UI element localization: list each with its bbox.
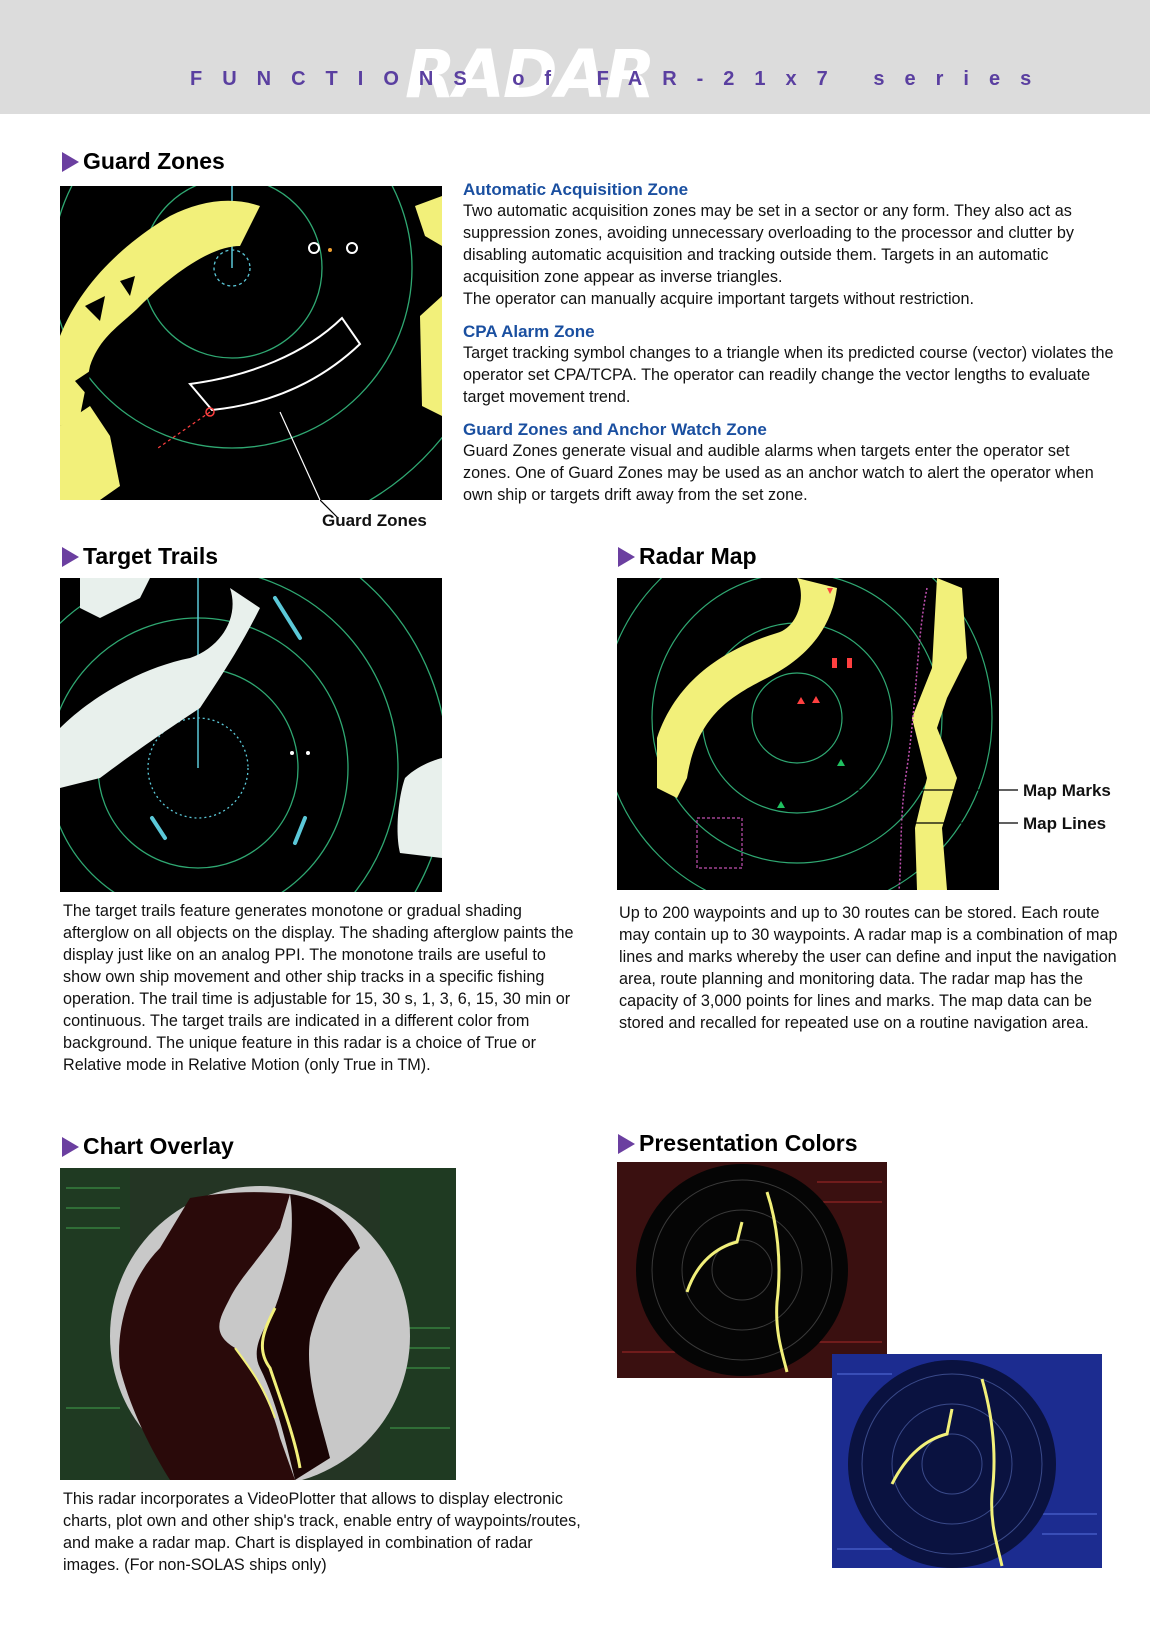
map-lines-callout: Map Lines	[1023, 814, 1107, 833]
target-trails-title: Target Trails	[62, 543, 218, 570]
page-title: FUNCTIONS of FAR-21x7 series	[190, 68, 1052, 90]
radar-map-image	[617, 578, 999, 890]
chart-overlay-image	[60, 1168, 456, 1480]
chart-overlay-text: This radar incorporates a VideoPlotter that allows to display electronic charts, plot own and other ship's track, enable entry of waypoints/routes, and make a radar map. Chart is displayed in combination of radar images. (For non-SOLAS ships only)	[63, 1490, 581, 1574]
auto-acquisition-text: Two automatic acquisition zones may be set in a sector or any form. They also act as suppression zones, avoiding unnecessary overloading to the processor and clutter by disabling automatic acquisition and tracking outside them. Targets in an automatic acquisition zone appear as inverse triangles. The operator can manually acquire important targets without restriction.	[463, 202, 1074, 308]
anchor-watch-text: Guard Zones generate visual and audible alarms when targets enter the operator set zones. One of Guard Zones may be used as an anchor watch to alert the operator when own ship or targets drift away from the set zone.	[463, 442, 1094, 504]
triangle-bullet-icon	[62, 1137, 79, 1157]
triangle-bullet-icon	[62, 547, 79, 567]
radar-map-text: Up to 200 waypoints and up to 30 routes can be stored. Each route may contain up to 30 waypoints. A radar map is a combination of map lines and marks whereby the user can define and input the navigation area, route planning and monitoring data. The radar map has the capacity of 3,000 points for lines and marks. The map data can be stored and recalled for repeated use on a routine navigation area.	[619, 904, 1118, 1032]
target-trails-text: The target trails feature generates monotone or gradual shading afterglow on all objects on the display. The shading afterglow paints the display just like on an analog PPI. The monotone trails are useful to show own ship movement and other ship tracks in a specific fishing operation. The trail time is adjustable for 15, 30 s, 1, 3, 6, 15, 30 min or continuous. The target trails are indicated in a different color from background. The unique feature in this radar is a choice of True or Relative mode in Relative Motion (only True in TM).	[63, 902, 574, 1074]
presentation-colors-blue-image	[832, 1354, 1102, 1568]
page-header	[0, 0, 1150, 114]
target-trails-radar-image	[60, 578, 442, 892]
cpa-alarm-heading: CPA Alarm Zone	[463, 322, 595, 341]
cpa-alarm-text: Target tracking symbol changes to a triangle when its predicted course (vector) violates the operator set CPA/TCPA. The operator can readily change the vector lengths to evaluate target movement trend.	[463, 344, 1114, 406]
guard-zones-title: Guard Zones	[62, 148, 225, 175]
radar-logo: RADAR	[405, 36, 654, 113]
radar-map-title: Radar Map	[618, 543, 757, 570]
anchor-watch-heading: Guard Zones and Anchor Watch Zone	[463, 420, 767, 439]
guard-zones-radar-image	[60, 186, 442, 500]
auto-acquisition-heading: Automatic Acquisition Zone	[463, 180, 689, 199]
presentation-colors-red-image	[617, 1162, 887, 1378]
guard-zones-callout: Guard Zones	[322, 511, 427, 530]
triangle-bullet-icon	[62, 152, 79, 172]
chart-overlay-title: Chart Overlay	[62, 1133, 234, 1160]
triangle-bullet-icon	[618, 1134, 635, 1154]
map-callout-lines	[840, 780, 1020, 830]
map-marks-callout: Map Marks	[1023, 781, 1111, 800]
presentation-colors-title: Presentation Colors	[618, 1130, 858, 1157]
triangle-bullet-icon	[618, 547, 635, 567]
